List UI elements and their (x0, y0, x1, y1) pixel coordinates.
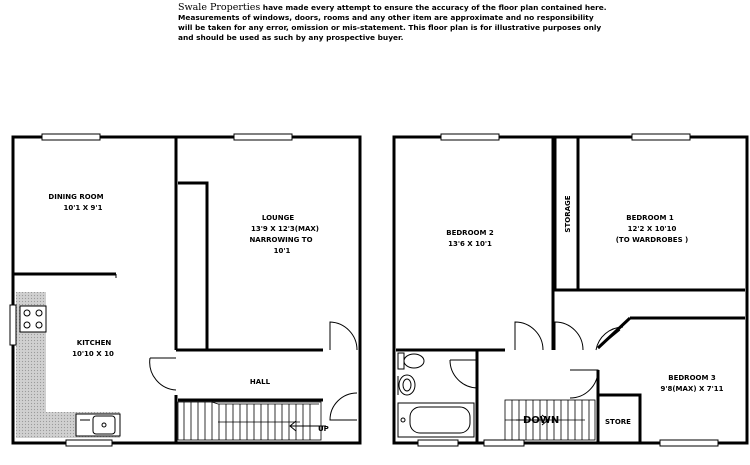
sink-icon (76, 414, 120, 436)
stairs-down-label: DOWN (523, 415, 560, 426)
bedroom3-label: BEDROOM 3 (668, 374, 716, 382)
lounge-narrowing: NARROWING TO (249, 236, 313, 244)
brand-name: Swale Properties (178, 2, 261, 13)
lounge-label: LOUNGE (261, 214, 295, 222)
lounge-dims: 13'9 X 12'3(MAX) (251, 225, 319, 233)
basin-icon (398, 375, 415, 395)
hall-label: HALL (249, 378, 271, 386)
stairs-up-label: UP (318, 425, 329, 433)
storage-label: STORAGE (564, 195, 572, 233)
dining-room-dims: 10'1 X 9'1 (63, 204, 103, 212)
toilet-icon (398, 353, 424, 369)
bedroom1-note: (TO WARDROBES ) (615, 236, 689, 244)
ground-floor-doors (116, 274, 357, 420)
dining-room-label: DINING ROOM (48, 193, 104, 201)
disclaimer-text: have made every attempt to ensure the accuracy of the floor plan contained here. Measurements of windows, doors, rooms and any other item are approximate and no responsibility will be taken for any error, omission or mis-statement. This floor plan is for illustrative purposes only and should be used as such by any prospective buyer. (178, 3, 607, 42)
hob-icon (20, 306, 46, 332)
bedroom3-dims: 9'8(MAX) X 7'11 (660, 385, 724, 393)
ground-floor-walls (13, 137, 360, 443)
bedroom1-dims: 12'2 X 10'10 (627, 225, 677, 233)
store-label: STORE (605, 418, 631, 426)
bedroom1-label: BEDROOM 1 (626, 214, 674, 222)
bedroom2-dims: 13'6 X 10'1 (448, 240, 492, 248)
kitchen-dims: 10'10 X 10 (72, 350, 114, 358)
lounge-dims-narrow: 10'1 (273, 247, 291, 255)
ground-floor-stairs (178, 402, 326, 440)
ground-floor-plan (10, 134, 360, 446)
first-floor-walls (394, 137, 747, 443)
first-floor-plan (394, 134, 747, 446)
bath-icon (398, 403, 474, 437)
bedroom2-label: BEDROOM 2 (446, 229, 494, 237)
kitchen-label: KITCHEN (76, 339, 112, 347)
